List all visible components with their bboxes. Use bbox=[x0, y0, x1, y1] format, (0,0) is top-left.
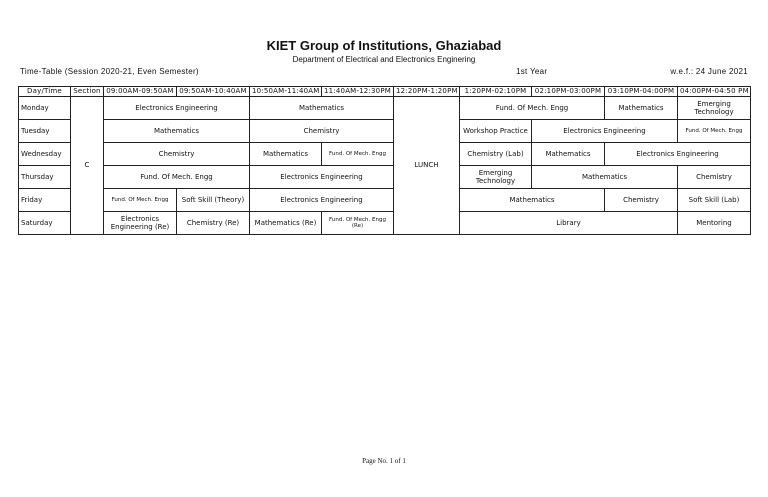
class-cell: Mathematics bbox=[250, 97, 394, 120]
lunch-cell: LUNCH bbox=[394, 97, 460, 235]
class-cell: Chemistry (Re) bbox=[177, 212, 250, 235]
effective-date: w.e.f.: 24 June 2021 bbox=[670, 67, 748, 76]
session-label: Time-Table (Session 2020-21, Even Semester) bbox=[20, 67, 199, 76]
class-cell: Mathematics (Re) bbox=[250, 212, 322, 235]
class-cell: Mathematics bbox=[104, 120, 250, 143]
class-cell: Mathematics bbox=[532, 143, 605, 166]
header-row bbox=[19, 87, 751, 97]
class-cell: Fund. Of Mech. Engg bbox=[322, 143, 394, 166]
day-cell: Tuesday bbox=[19, 120, 71, 143]
col-header-slot-2: 09:50AM-10:40AM bbox=[177, 87, 250, 97]
row-monday bbox=[19, 97, 751, 120]
institution-title: KIET Group of Institutions, Ghaziabad bbox=[266, 38, 502, 53]
col-header-slot-1: 09:00AM-09:50AM bbox=[104, 87, 177, 97]
col-header-lunch: 12:20PM-1:20PM bbox=[394, 87, 460, 97]
col-header-slot-6: 02:10PM-03:00PM bbox=[532, 87, 605, 97]
class-cell: Fund. Of Mech. Engg (Re) bbox=[322, 212, 394, 235]
class-cell: Fund. Of Mech. Engg bbox=[104, 166, 250, 189]
col-header-slot-8: 04:00PM-04:50 PM bbox=[678, 87, 751, 97]
day-cell: Saturday bbox=[19, 212, 71, 235]
section-cell: C bbox=[71, 97, 104, 235]
class-cell: Fund. Of Mech. Engg bbox=[460, 97, 605, 120]
class-cell: Emerging Technology bbox=[460, 166, 532, 189]
class-cell: Chemistry bbox=[104, 143, 250, 166]
class-cell: Mathematics bbox=[460, 189, 605, 212]
department-name: Department of Electrical and Electronics Enginering bbox=[292, 55, 476, 64]
class-cell: Chemistry (Lab) bbox=[460, 143, 532, 166]
timetable bbox=[18, 86, 751, 235]
class-cell: Mathematics bbox=[250, 143, 322, 166]
class-cell: Mathematics bbox=[605, 97, 678, 120]
class-cell: Electronics Engineering bbox=[250, 166, 394, 189]
year-label: 1st Year bbox=[516, 67, 548, 76]
class-cell: Workshop Practice bbox=[460, 120, 532, 143]
row-tuesday bbox=[19, 120, 751, 143]
row-friday bbox=[19, 189, 751, 212]
class-cell: Mathematics bbox=[532, 166, 678, 189]
day-cell: Friday bbox=[19, 189, 71, 212]
class-cell: Soft Skill (Theory) bbox=[177, 189, 250, 212]
class-cell: Emerging Technology bbox=[678, 97, 751, 120]
class-cell: Soft Skill (Lab) bbox=[678, 189, 751, 212]
day-cell: Thursday bbox=[19, 166, 71, 189]
col-header-slot-7: 03:10PM-04:00PM bbox=[605, 87, 678, 97]
row-wednesday bbox=[19, 143, 751, 166]
class-cell: Mentoring bbox=[678, 212, 751, 235]
class-cell: Chemistry bbox=[605, 189, 678, 212]
class-cell: Electronics Engineering bbox=[605, 143, 751, 166]
day-cell: Monday bbox=[19, 97, 71, 120]
col-header-slot-5: 1:20PM-02:10PM bbox=[460, 87, 532, 97]
class-cell: Chemistry bbox=[250, 120, 394, 143]
row-thursday bbox=[19, 166, 751, 189]
class-cell: Fund. Of Mech. Engg bbox=[104, 189, 177, 212]
col-header-slot-3: 10:50AM-11:40AM bbox=[250, 87, 322, 97]
class-cell: Electronics Engineering bbox=[250, 189, 394, 212]
class-cell: Library bbox=[460, 212, 678, 235]
class-cell: Fund. Of Mech. Engg bbox=[678, 120, 751, 143]
day-cell: Wednesday bbox=[19, 143, 71, 166]
class-cell: Electronics Engineering (Re) bbox=[104, 212, 177, 235]
class-cell: Electronics Engineering bbox=[104, 97, 250, 120]
col-header-section: Section bbox=[71, 87, 104, 97]
col-header-slot-4: 11:40AM-12:30PM bbox=[322, 87, 394, 97]
class-cell: Chemistry bbox=[678, 166, 751, 189]
row-saturday bbox=[19, 212, 751, 235]
page-number: Page No. 1 of 1 bbox=[362, 457, 406, 465]
col-header-day-time: Day/Time bbox=[19, 87, 71, 97]
class-cell: Electronics Engineering bbox=[532, 120, 678, 143]
